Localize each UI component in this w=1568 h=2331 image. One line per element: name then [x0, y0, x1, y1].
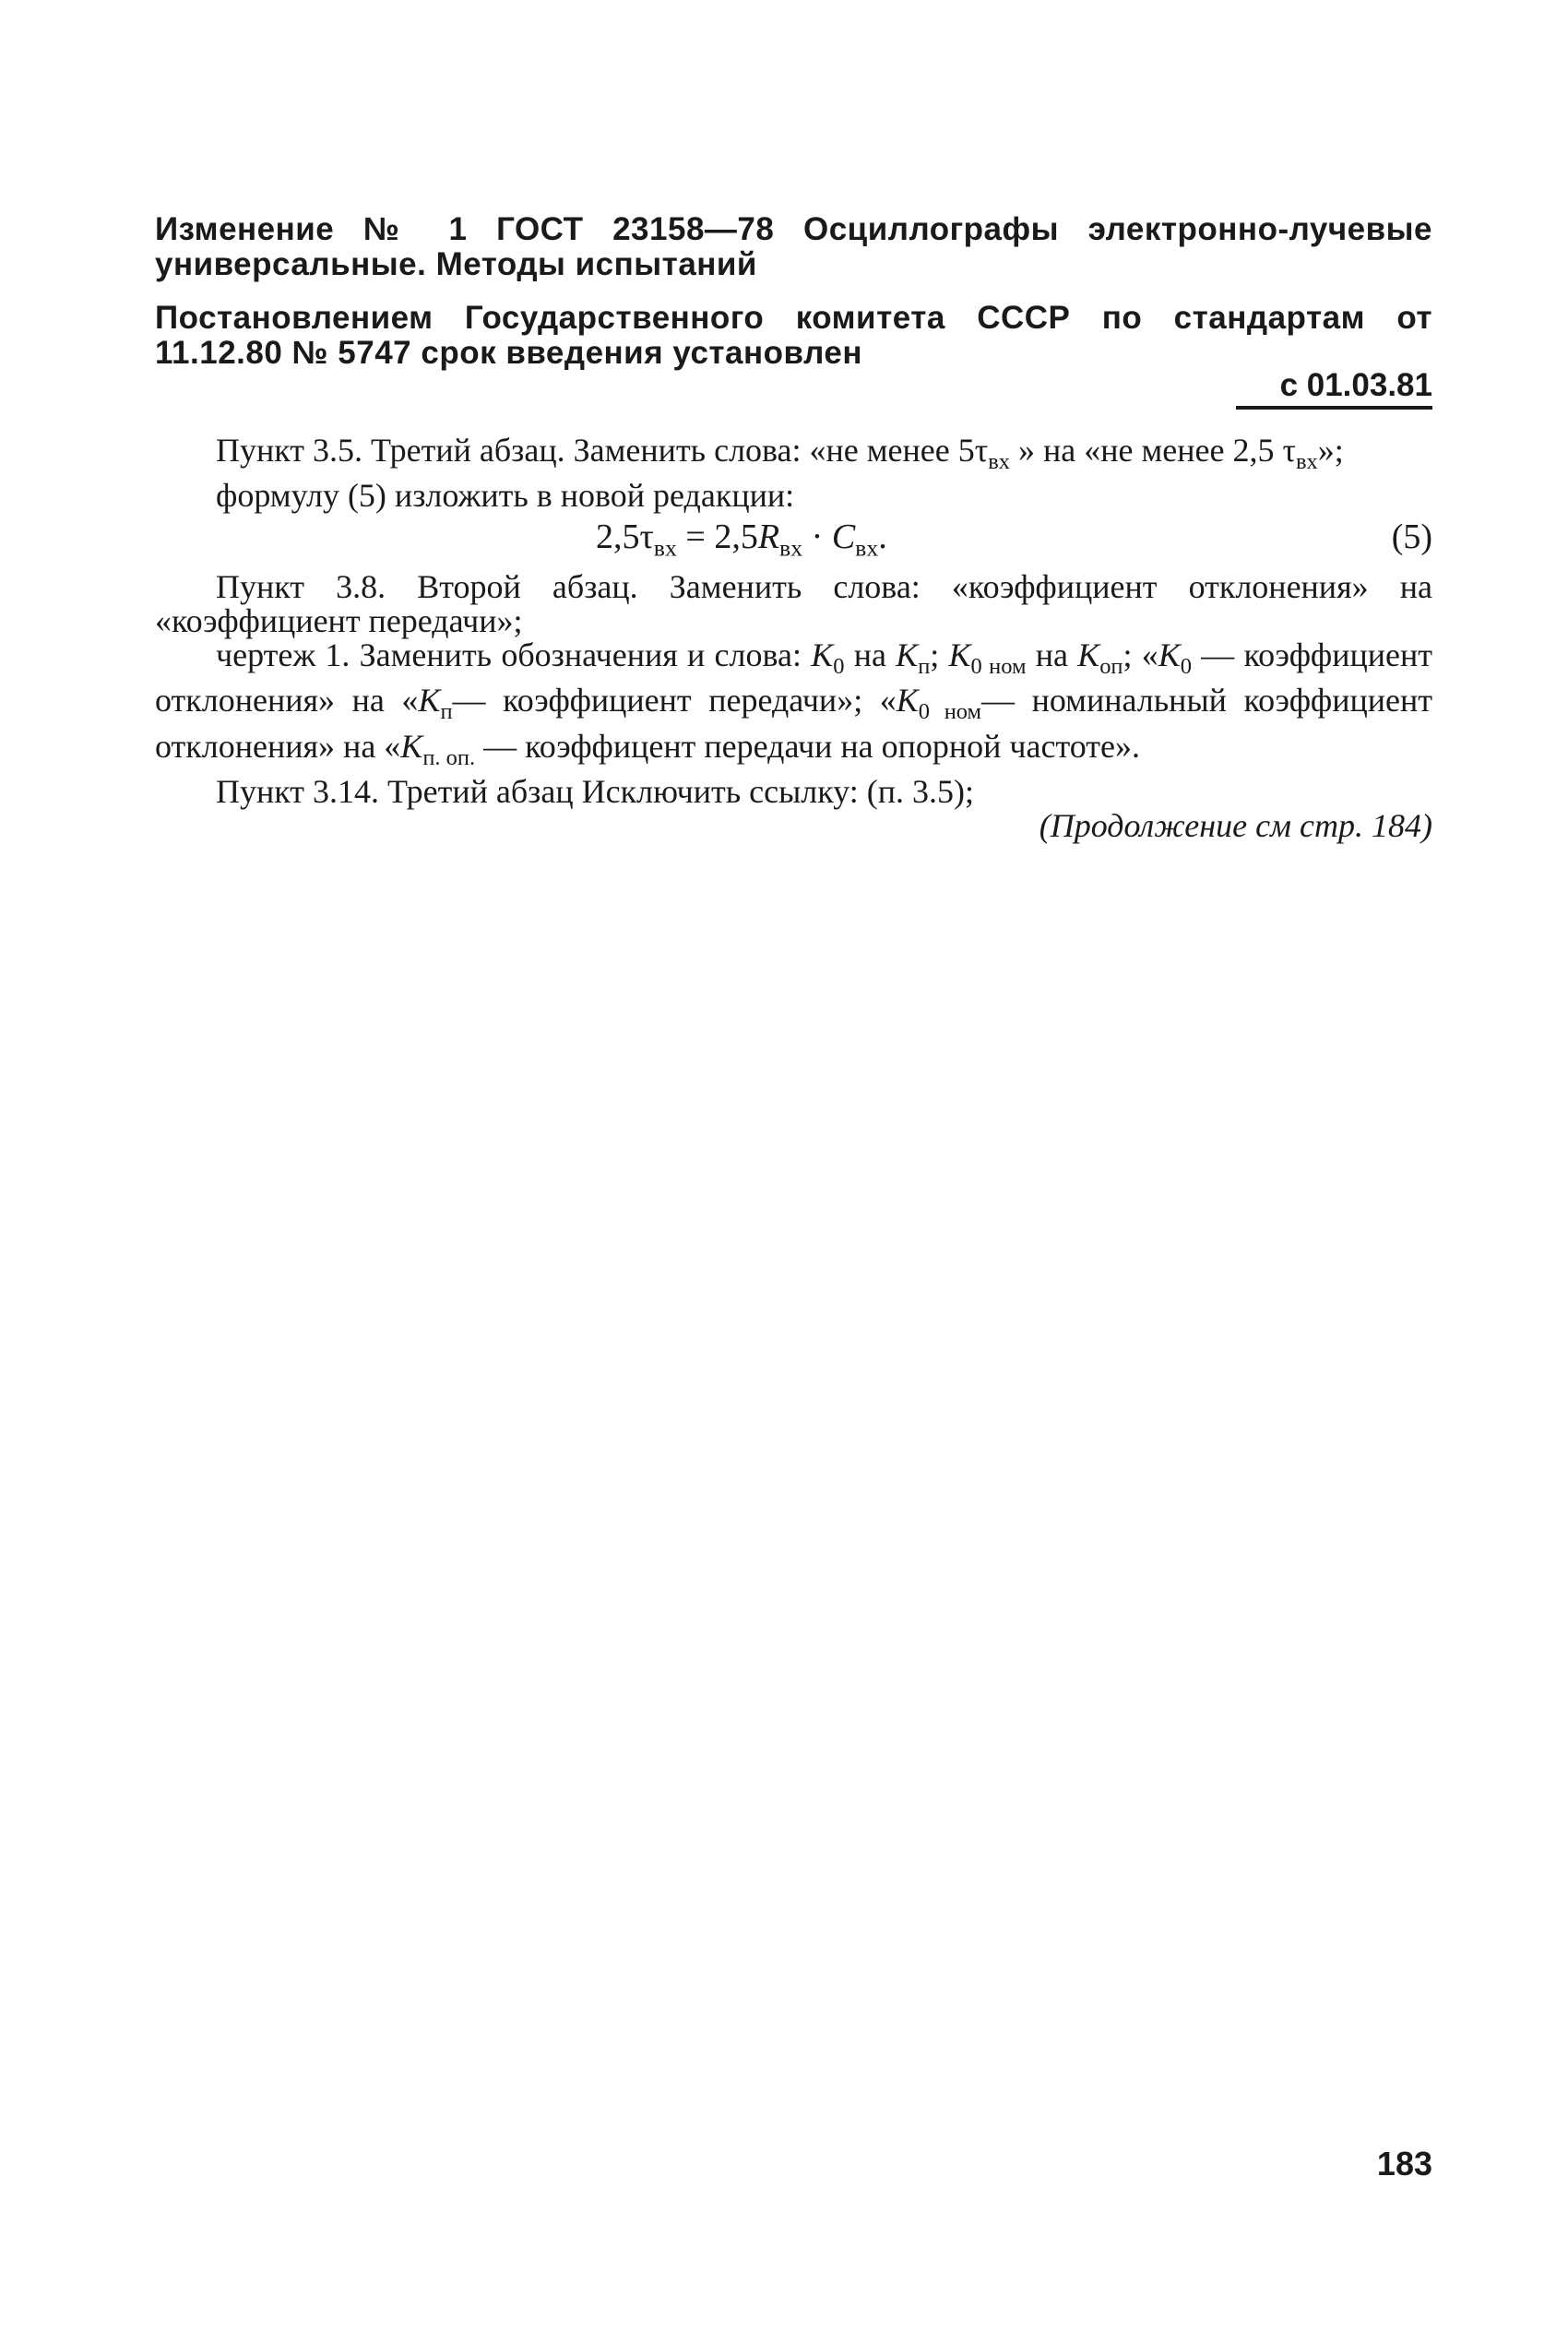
- paragraph-3-8: Пункт 3.8. Второй абзац. Заменить слова: «коэффициент отклонения» на «коэффициент передачи»;: [155, 568, 1432, 640]
- paragraph-drawing-1: чертеж 1. Заменить обозначения и слова: $K_0$ на $K_п$; $K_{0 ном}$ на $K_{оп}$; «$K_0$ — коэффициент отклонения» на «$K_п—$ коэффициент передачи»; «$K_{0 ном}—$ номинальный коэффициент отклонения» на «$K_{п. оп.}$ — коэффицент передачи на опорной частоте».: [155, 636, 1433, 770]
- effective-date: с 01.03.81: [1236, 367, 1432, 410]
- amendment-body: [155, 434, 1432, 843]
- formula-expression: $2,5\tau_{вх} = 2,5R_{вх} \cdot C_{вх}$.: [596, 517, 887, 562]
- equation-number: (5): [1391, 517, 1432, 557]
- amendment-title: Изменение № 1 ГОСТ 23158—78 Осциллографы электронно-лучевые универсальные. Методы испытаний: [155, 211, 1432, 282]
- page-number: 183: [1376, 2145, 1432, 2182]
- paragraph-formula-intro: формулу (5) изложить в новой редакции:: [216, 477, 795, 515]
- formula-5: [155, 517, 1432, 570]
- paragraph-3-14: Пункт 3.14. Третий абзац Исключить ссылку: (п. 3.5);: [216, 772, 974, 810]
- continuation-note: (Продолжение см стр. 184): [1039, 806, 1432, 844]
- decree-text: Постановлением Государственного комитета СССР по стандартам от 11.12.80 № 5747 срок введения установлен: [155, 300, 1432, 371]
- paragraph-3-5: Пункт 3.5. Третий абзац. Заменить слова: «не менее $5\tau_{вх}$ » на «не менее 2,5 $\tau_{вх}$»;: [216, 432, 1344, 475]
